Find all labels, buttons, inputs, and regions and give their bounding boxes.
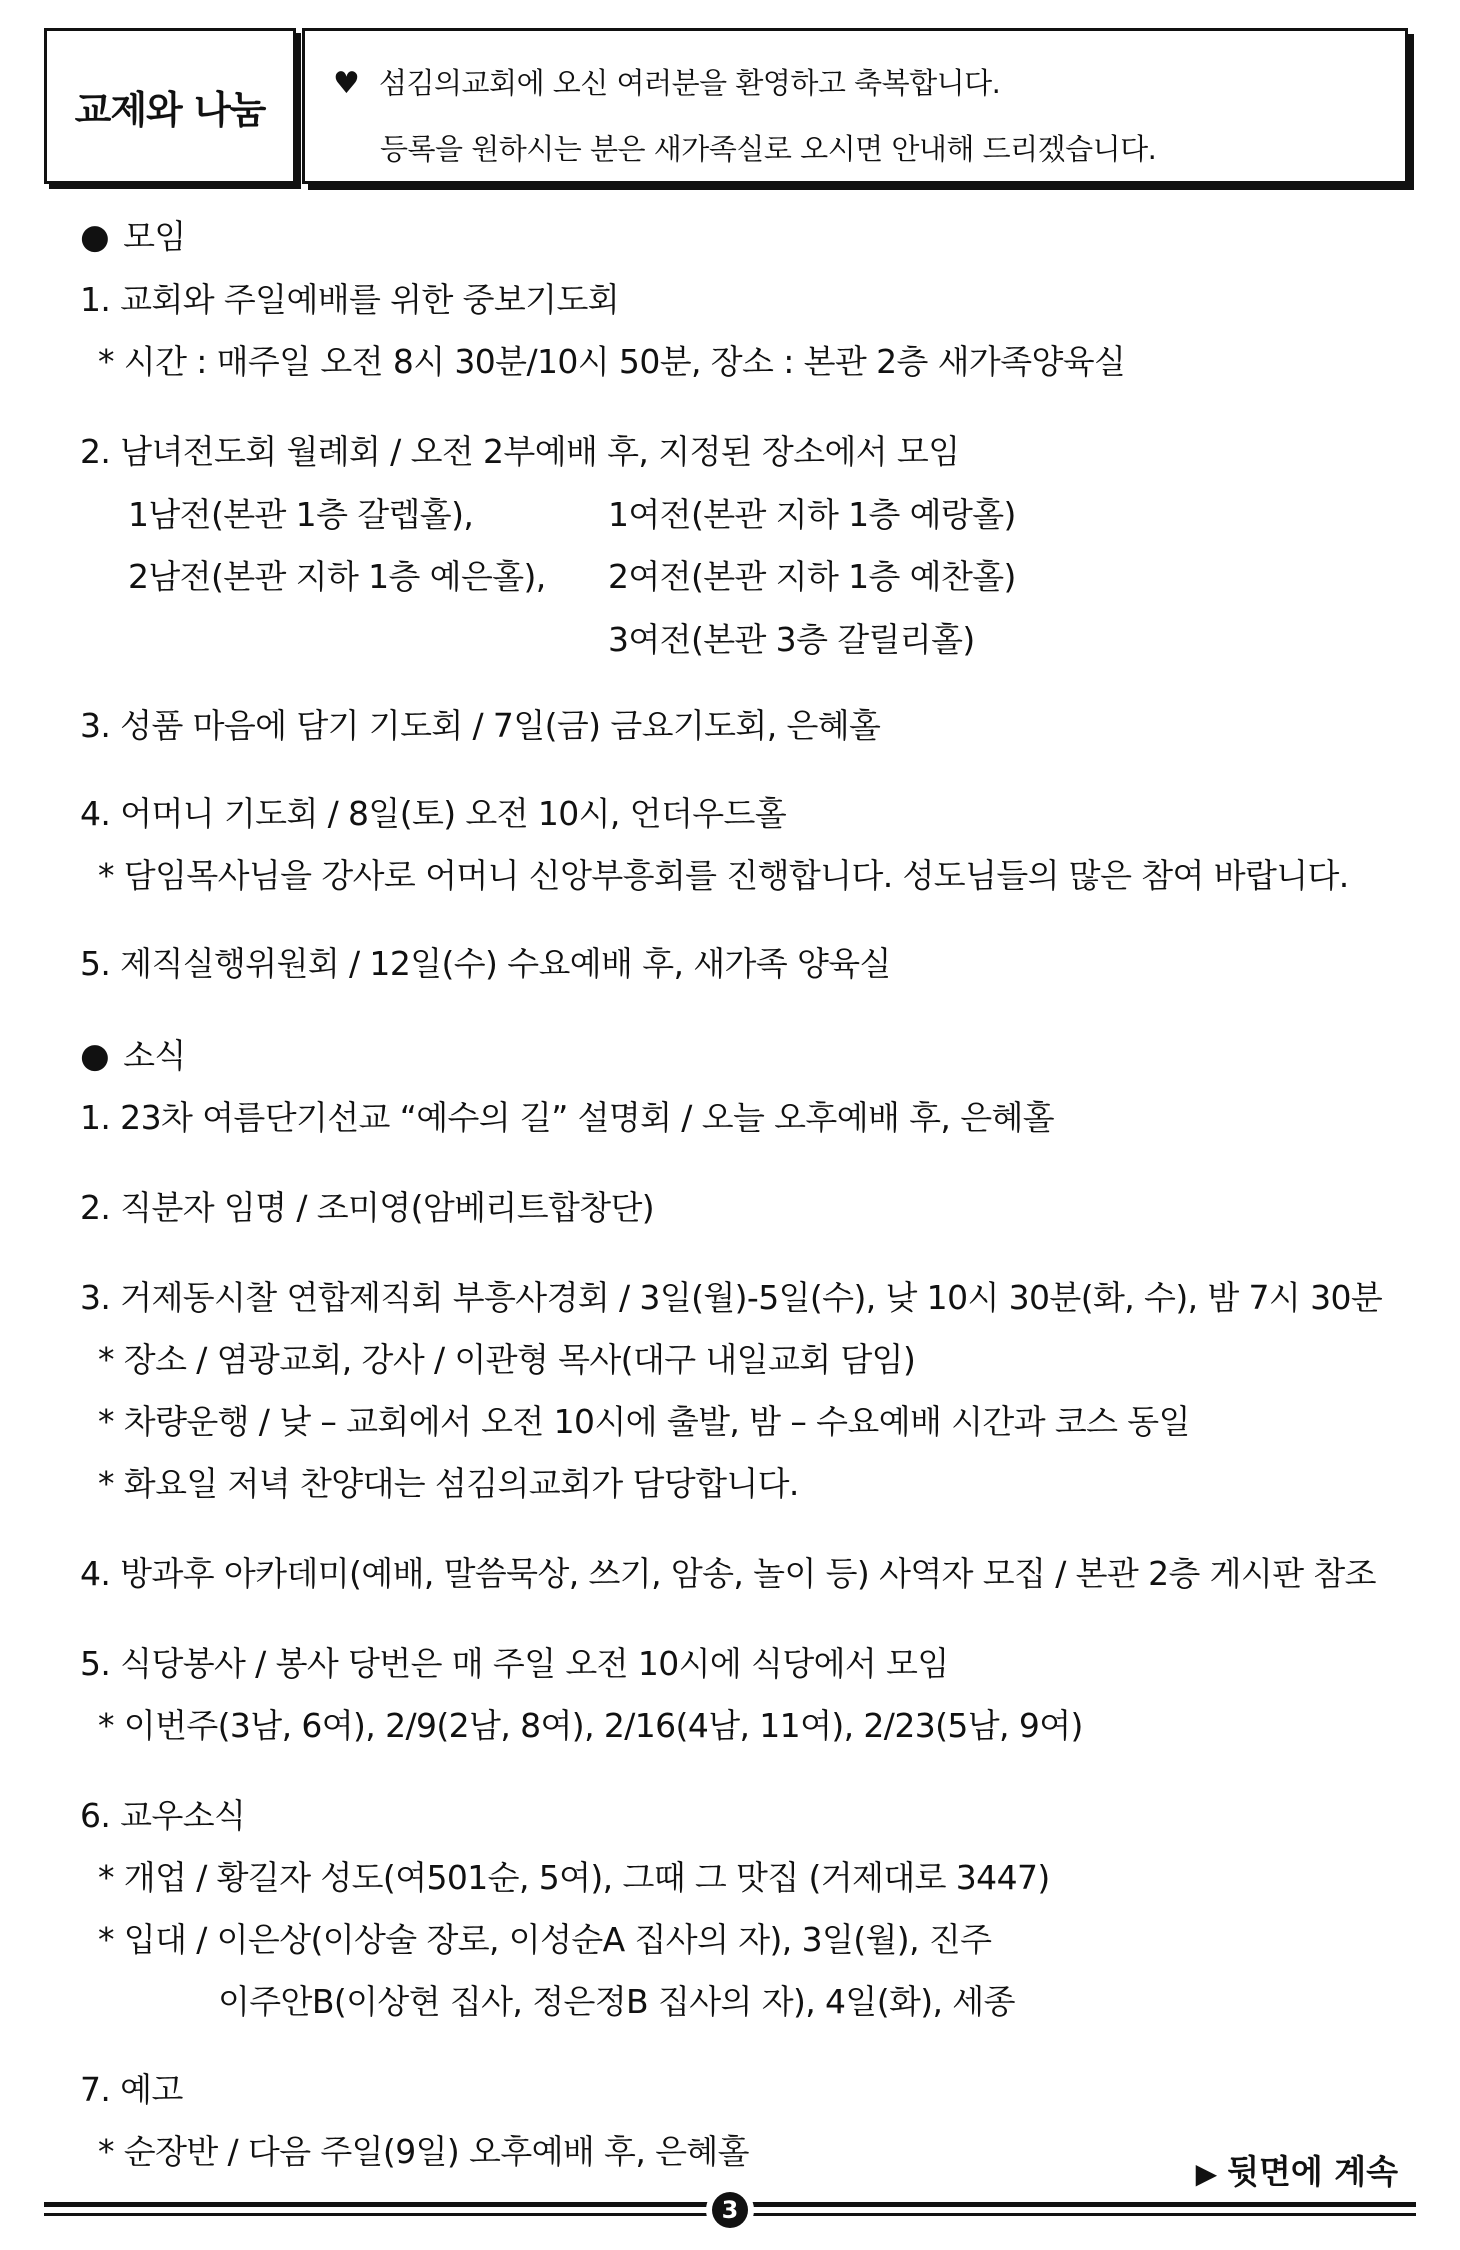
play-arrow-icon: ▶ [1195,2157,1218,2190]
news-item-3-detail-1: * 장소 / 염광교회, 강사 / 이관형 목사(대구 내일교회 담임) [98,1340,916,1379]
news-item-6-detail-2: * 입대 / 이은상(이상술 장로, 이성순A 집사의 자), 3일(월), 진주 [98,1920,992,1959]
welcome-box [302,28,1408,184]
news-item-6: 6. 교우소식 [80,1796,246,1835]
meeting-item-2-women-1: 1여전(본관 지하 1층 예랑홀) [608,495,1016,534]
continue-text: 뒷면에 계속 [1227,2152,1398,2191]
meeting-item-4-detail: * 담임목사님을 강사로 어머니 신앙부흥회를 진행합니다. 성도님들의 많은 참여 바랍니다. [98,856,1349,895]
news-item-2: 2. 직분자 임명 / 조미영(암베리트합창단) [80,1188,655,1227]
news-item-5: 5. 식당봉사 / 봉사 당번은 매 주일 오전 10시에 식당에서 모임 [80,1644,949,1683]
welcome-line-1 [333,61,1000,102]
news-item-5-detail: * 이번주(3남, 6여), 2/9(2남, 8여), 2/16(4남, 11여), 2/23(5남, 9여) [98,1706,1083,1745]
news-item-6-detail-1: * 개업 / 황길자 성도(여501순, 5여), 그때 그 맛집 (거제대로 3447) [98,1858,1050,1897]
meeting-item-2-men-2: 2남전(본관 지하 1층 예은홀), [128,557,546,596]
meeting-item-2-women-3: 3여전(본관 3층 갈릴리홀) [608,620,975,659]
news-item-1: 1. 23차 여름단기선교 “예수의 길” 설명회 / 오늘 오후예배 후, 은혜홀 [80,1098,1055,1137]
meeting-item-2: 2. 남녀전도회 월례회 / 오전 2부예배 후, 지정된 장소에서 모임 [80,432,960,471]
welcome-line-2: 등록을 원하시는 분은 새가족실로 오시면 안내해 드리겠습니다. [380,132,1157,166]
heading-text: 모임 [123,217,186,256]
news-item-4: 4. 방과후 아카데미(예배, 말씀묵상, 쓰기, 암송, 놀이 등) 사역자 모집 / 본관 2층 게시판 참조 [80,1554,1376,1593]
news-item-7-detail: * 순장반 / 다음 주일(9일) 오후예배 후, 은혜홀 [98,2132,749,2171]
meeting-item-2-women-2: 2여전(본관 지하 1층 예찬홀) [608,557,1016,596]
heart-icon: ♥ [333,66,360,101]
news-item-6-detail-3: 이주안B(이상현 집사, 정은정B 집사의 자), 4일(화), 세종 [218,1982,1015,2021]
section-title: 교제와 나눔 [44,28,296,184]
meeting-item-5: 5. 제직실행위원회 / 12일(수) 수요예배 후, 새가족 양육실 [80,944,891,983]
news-item-3: 3. 거제동시찰 연합제직회 부흥사경회 / 3일(월)-5일(수), 낮 10시 30분(화, 수), 밤 7시 30분 [80,1278,1383,1317]
page-number: 3 [712,2192,748,2228]
section-heading-news [80,1036,186,1076]
heading-text: 소식 [123,1036,186,1075]
welcome-text-1: 섬김의교회에 오신 여러분을 환영하고 축복합니다. [379,66,1001,100]
meeting-item-4: 4. 어머니 기도회 / 8일(토) 오전 10시, 언더우드홀 [80,794,787,833]
meeting-item-1: 1. 교회와 주일예배를 위한 중보기도회 [80,280,620,319]
continue-note [1196,2146,1398,2193]
news-item-7: 7. 예고 [80,2070,183,2109]
bullet-dot-icon: ● [80,1036,110,1076]
meeting-item-3: 3. 성품 마음에 담기 기도회 / 7일(금) 금요기도회, 은혜홀 [80,706,881,745]
bullet-dot-icon: ● [80,217,110,257]
news-item-3-detail-3: * 화요일 저녁 찬양대는 섬김의교회가 담당합니다. [98,1464,799,1503]
meeting-item-1-detail: * 시간 : 매주일 오전 8시 30분/10시 50분, 장소 : 본관 2층 새가족양육실 [98,342,1126,381]
meeting-item-2-men-1: 1남전(본관 1층 갈렙홀), [128,495,474,534]
news-item-3-detail-2: * 차량운행 / 낮 – 교회에서 오전 10시에 출발, 밤 – 수요예배 시간과 코스 동일 [98,1402,1190,1441]
section-heading-meeting [80,217,186,257]
